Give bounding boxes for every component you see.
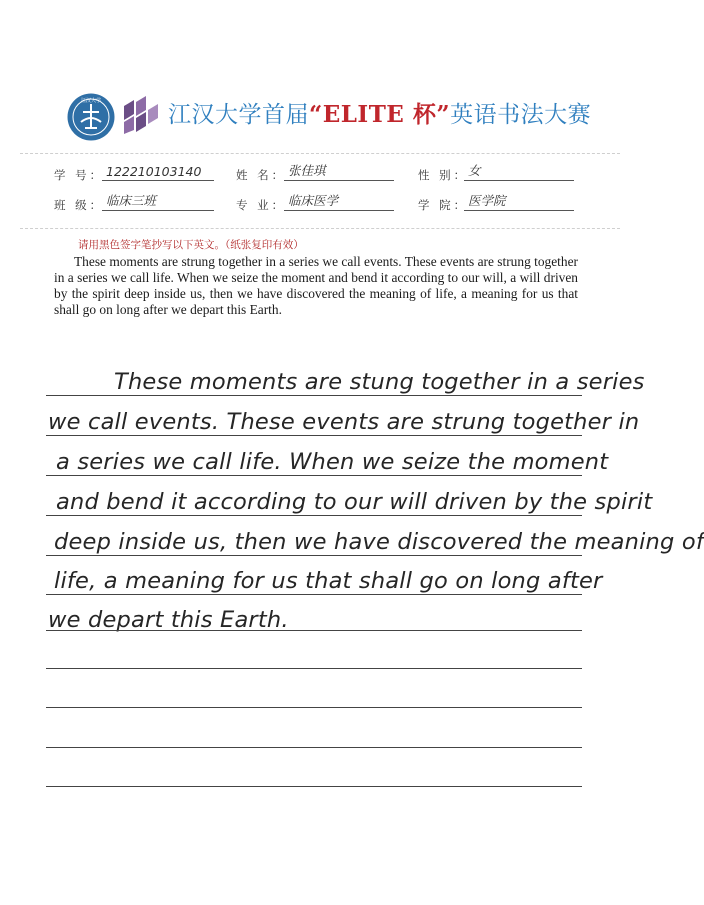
name-field[interactable] [284, 162, 394, 181]
major-field[interactable] [284, 192, 394, 211]
writing-line [46, 630, 582, 631]
competition-title [168, 96, 598, 130]
writing-line [46, 555, 582, 556]
competition-logo-icon [124, 96, 158, 134]
instruction-text: 请用黑色签字笔抄写以下英文。（纸张复印有效） [78, 239, 304, 251]
gender-field[interactable] [464, 162, 574, 181]
writing-line [46, 475, 582, 476]
writing-line-empty [46, 707, 582, 708]
school-field[interactable] [464, 192, 574, 211]
student-id-field[interactable] [102, 162, 214, 181]
writing-line [46, 515, 582, 516]
handwriting-line-7: we depart this Earth. [48, 607, 289, 633]
student-id-value: 122210103140 [106, 164, 202, 179]
handwriting-line-4: and bend it according to our will driven by the spirit [56, 489, 653, 515]
title-highlight: “ELITE 杯” [309, 101, 451, 128]
gender-value: 女 [468, 163, 481, 178]
major-value: 临床医学 [288, 193, 339, 208]
class-label: 班 级： [54, 198, 105, 212]
handwriting-line-3: a series we call life. When we seize the moment [56, 449, 609, 475]
title-suffix: 英语书法大赛 [450, 102, 592, 128]
name-value: 张佳琪 [288, 163, 326, 178]
class-field[interactable] [102, 192, 214, 211]
writing-line-empty [46, 786, 582, 787]
handwriting-line-1: These moments are stung together in a series [114, 369, 645, 395]
source-passage: These moments are strung together in a series we call events. These events are strung together in a series we call life. When we seize the moment and bend it according to our will, a will driven by the spirit deep inside us, then we have discovered the meaning of life, a meaning for us that shall go on long after we depart this Earth. [54, 254, 578, 318]
seal-text: 江汉大学 [80, 98, 102, 104]
writing-line [46, 435, 582, 436]
title-prefix: 江汉大学首届 [168, 102, 309, 128]
name-label: 姓 名： [236, 168, 287, 182]
class-value: 临床三班 [106, 193, 157, 208]
writing-line-empty [46, 747, 582, 748]
handwriting-line-2: we call events. These events are strung together in [48, 409, 640, 435]
writing-line [46, 594, 582, 595]
school-value: 医学院 [468, 193, 506, 208]
writing-line [46, 395, 582, 396]
student-id-label: 学 号： [54, 168, 105, 182]
form-divider [20, 228, 620, 229]
handwriting-line-6: life, a meaning for us that shall go on long after [54, 568, 603, 594]
writing-line-empty [46, 668, 582, 669]
major-label: 专 业： [236, 198, 287, 212]
gender-label: 性 别： [418, 168, 469, 182]
header-divider [20, 153, 620, 154]
university-seal-icon [66, 92, 116, 142]
school-label: 学 院： [418, 198, 469, 212]
handwriting-line-5: deep inside us, then we have discovered the meaning of [54, 529, 704, 555]
